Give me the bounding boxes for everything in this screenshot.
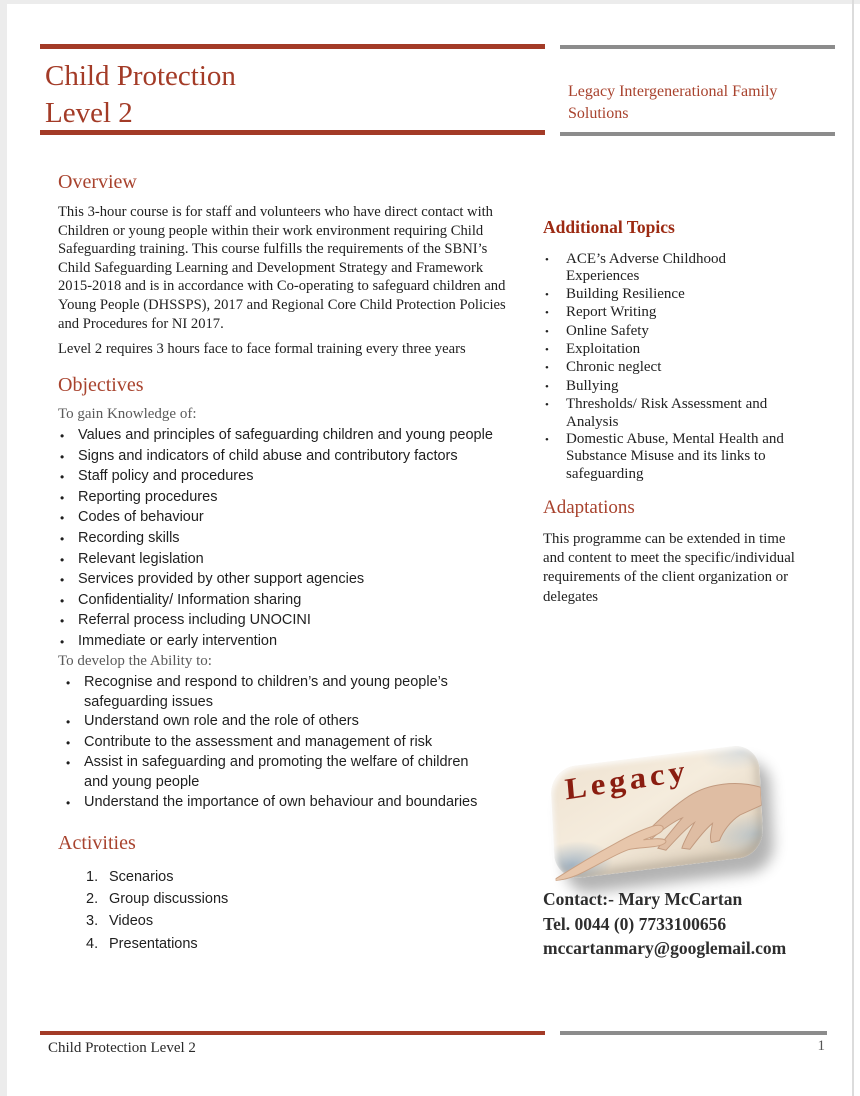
list-item-text: Reporting procedures bbox=[78, 488, 218, 505]
list-item-text: Recognise and respond to children’s and young people’s safeguarding issues bbox=[84, 674, 448, 710]
list-item bbox=[60, 632, 512, 653]
bullet-glyph: • bbox=[545, 344, 549, 357]
list-item-text: Referral process including UNOCINI bbox=[78, 612, 311, 629]
bullet-glyph: • bbox=[60, 449, 65, 464]
bullet-glyph: • bbox=[545, 254, 549, 266]
bullet-glyph: • bbox=[60, 511, 65, 526]
list-item bbox=[86, 935, 466, 955]
list-item bbox=[545, 251, 807, 286]
list-item-text: Report Writing bbox=[566, 304, 657, 321]
list-item-text: Understand own role and the role of others bbox=[84, 713, 359, 730]
bullet-glyph: • bbox=[66, 795, 71, 810]
brand-name: Legacy Intergenerational Family Solutions bbox=[568, 83, 778, 122]
adaptations-heading: Adaptations bbox=[543, 497, 635, 518]
list-item bbox=[60, 426, 512, 447]
overview-heading: Overview bbox=[58, 171, 137, 193]
list-item-text: Assist in safeguarding and promoting the welfare of children and young people bbox=[84, 754, 469, 790]
bullet-glyph: • bbox=[545, 399, 549, 412]
page-edge-top bbox=[0, 0, 860, 4]
bullet-glyph: • bbox=[60, 531, 65, 546]
list-item bbox=[60, 550, 512, 571]
list-item bbox=[86, 912, 466, 932]
list-item-text: Understand the importance of own behaviour and boundaries bbox=[84, 793, 478, 810]
list-item-text: Signs and indicators of child abuse and contributory factors bbox=[78, 447, 458, 464]
contact-name: Contact:- Mary McCartan bbox=[543, 889, 743, 909]
additional-topics-heading: Additional Topics bbox=[543, 217, 675, 237]
bullet-glyph: • bbox=[66, 715, 71, 730]
list-item bbox=[66, 673, 496, 712]
list-item-text: Immediate or early intervention bbox=[78, 632, 278, 649]
list-item-text: Domestic Abuse, Mental Health and Substance Misuse and its links to safeguarding bbox=[566, 431, 784, 482]
contact-email: mccartanmary@googlemail.com bbox=[543, 938, 787, 958]
footer-title: Child Protection Level 2 bbox=[48, 1040, 196, 1056]
list-item bbox=[60, 508, 512, 529]
list-item-text: Presentations bbox=[109, 935, 198, 952]
header-rule-red-top bbox=[40, 44, 545, 49]
legacy-logo bbox=[546, 750, 778, 890]
list-item bbox=[545, 323, 807, 341]
ability-list bbox=[66, 673, 496, 813]
list-item-text: Thresholds/ Risk Assessment and Analysis bbox=[566, 396, 768, 430]
bullet-glyph: • bbox=[60, 429, 65, 443]
list-item-text: Videos bbox=[109, 913, 154, 930]
list-item-text: Scenarios bbox=[109, 869, 174, 885]
contact-phone: Tel. 0044 (0) 7733100656 bbox=[543, 913, 727, 934]
list-item-text: Recording skills bbox=[78, 529, 180, 546]
list-item-text: Online Safety bbox=[566, 322, 649, 339]
list-item bbox=[86, 890, 466, 910]
list-item bbox=[545, 378, 807, 396]
additional-topics-list bbox=[545, 251, 807, 483]
bullet-glyph: • bbox=[60, 573, 65, 588]
list-item bbox=[60, 488, 512, 509]
bullet-glyph: • bbox=[60, 552, 65, 567]
legacy-logo-word: Legacy bbox=[563, 754, 691, 807]
bullet-glyph: • bbox=[545, 380, 549, 393]
page-title-line1: Child Protection bbox=[45, 60, 236, 92]
list-item bbox=[66, 712, 496, 733]
list-item-number: 2. bbox=[86, 891, 99, 908]
list-item-text: Services provided by other support agencies bbox=[78, 571, 365, 588]
bullet-glyph: • bbox=[60, 470, 65, 485]
list-item-text: Values and principles of safeguarding children and young people bbox=[78, 427, 493, 443]
list-item-text: Bullying bbox=[566, 377, 619, 394]
list-item-number: 1. bbox=[86, 869, 99, 885]
list-item bbox=[60, 467, 512, 488]
list-item bbox=[545, 431, 807, 483]
bullet-glyph: • bbox=[545, 307, 549, 320]
bullet-glyph: • bbox=[545, 288, 549, 301]
list-item-text: Staff policy and procedures bbox=[78, 468, 254, 485]
footer-rule-gray bbox=[560, 1031, 827, 1035]
list-item bbox=[545, 396, 807, 431]
bullet-glyph: • bbox=[60, 634, 65, 649]
bullet-glyph: • bbox=[60, 593, 65, 608]
list-item-text: Codes of behaviour bbox=[78, 509, 204, 526]
overview-note: Level 2 requires 3 hours face to face formal training every three years bbox=[58, 341, 466, 357]
list-item bbox=[545, 359, 807, 377]
bullet-glyph: • bbox=[66, 756, 71, 771]
header-rule-gray-top bbox=[560, 45, 835, 49]
list-item bbox=[60, 611, 512, 632]
list-item-text: Contribute to the assessment and management of risk bbox=[84, 733, 433, 750]
adaptations-paragraph: This programme can be extended in time and content to meet the specific/individual requirements of the client organization or delegates bbox=[543, 531, 795, 605]
legacy-logo-card bbox=[550, 743, 764, 881]
list-item-number: 4. bbox=[86, 935, 99, 952]
page-title-line2: Level 2 bbox=[45, 97, 133, 129]
page-title bbox=[45, 58, 236, 132]
bullet-glyph: • bbox=[545, 362, 549, 375]
bullet-glyph: • bbox=[66, 735, 71, 750]
list-item-text: ACE’s Adverse Childhood Experiences bbox=[566, 251, 726, 285]
header-rule-gray-bottom bbox=[560, 132, 835, 136]
list-item bbox=[60, 570, 512, 591]
list-item bbox=[60, 529, 512, 550]
list-item bbox=[60, 591, 512, 612]
list-item bbox=[545, 304, 807, 322]
list-item-text: Exploitation bbox=[566, 341, 641, 358]
knowledge-label: To gain Knowledge of: bbox=[58, 406, 197, 422]
list-item-text: Building Resilience bbox=[566, 285, 685, 302]
list-item bbox=[86, 868, 466, 888]
list-item bbox=[66, 793, 496, 814]
bullet-glyph: • bbox=[60, 614, 65, 629]
ability-label: To develop the Ability to: bbox=[58, 653, 212, 669]
header-rule-red-bottom bbox=[40, 130, 545, 135]
bullet-glyph: • bbox=[545, 325, 549, 338]
objectives-heading: Objectives bbox=[58, 374, 144, 396]
list-item bbox=[545, 286, 807, 304]
list-item bbox=[545, 341, 807, 359]
bullet-glyph: • bbox=[60, 490, 65, 505]
list-item-text: Group discussions bbox=[109, 891, 229, 908]
bullet-glyph: • bbox=[545, 434, 549, 447]
page-edge-left bbox=[0, 0, 7, 1096]
activities-heading: Activities bbox=[58, 832, 136, 854]
list-item-text: Chronic neglect bbox=[566, 359, 662, 376]
activities-list bbox=[86, 868, 466, 957]
page-edge-right bbox=[852, 0, 854, 1096]
list-item-text: Confidentiality/ Information sharing bbox=[78, 591, 302, 608]
list-item bbox=[66, 733, 496, 754]
list-item-text: Relevant legislation bbox=[78, 550, 204, 567]
bullet-glyph: • bbox=[66, 676, 71, 690]
overview-paragraph: This 3-hour course is for staff and volunteers who have direct contact with Children or young people within their work environment requiring Child Safeguarding training. This course fulfills the requirements of the SBNI’s Child Safeguarding Learning and Development Strategy and Framework 2015-2018 and is in accordance with Co-operating to safeguard children and Young People (DHSSPS), 2017 and Regional Core Child Protection Policies and Procedures for NI 2017. bbox=[58, 204, 506, 332]
page-number: 1 bbox=[817, 1038, 825, 1054]
footer-rule-red bbox=[40, 1031, 545, 1035]
list-item bbox=[60, 447, 512, 468]
contact-block bbox=[543, 887, 786, 961]
list-item bbox=[66, 753, 496, 792]
list-item-number: 3. bbox=[86, 913, 99, 930]
knowledge-list bbox=[60, 426, 512, 653]
